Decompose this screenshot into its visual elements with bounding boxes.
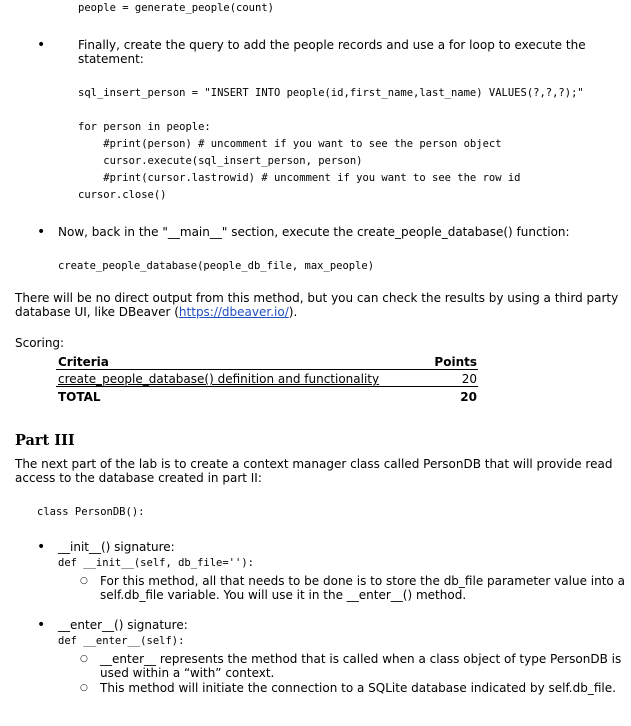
code-class-def: class PersonDB(): [37, 506, 145, 518]
part3-intro-line2: access to the database created in part II: [15, 471, 262, 485]
bullet-icon: • [37, 224, 46, 240]
bullet1-line2: statement: [78, 52, 144, 66]
code-enter-def: def __enter__(self): [58, 635, 185, 647]
bullet1-line1: Finally, create the query to add the people records and use a for loop to execute the [78, 38, 586, 52]
para1-line1: There will be no direct output from this method, but you can check the results by using a third party [15, 291, 619, 305]
code-loop-line: #print(cursor.lastrowid) # uncomment if you want to see the row id [78, 172, 521, 184]
circle-bullet-icon: ○ [80, 654, 88, 664]
bullet-icon: • [37, 617, 46, 633]
scoring-label: Scoring: [15, 336, 65, 350]
code-init-def: def __init__(self, db_file=''): [58, 557, 254, 569]
init-desc-line2: self.db_file variable. You will use it in the __enter__() method. [100, 588, 467, 602]
enter-desc2: This method will initiate the connection to a SQLite database indicated by self.db_file. [100, 681, 616, 695]
code-loop-line: cursor.close() [78, 189, 167, 201]
init-desc-line1: For this method, all that needs to be done is to store the db_file parameter value into a [100, 574, 625, 588]
code-loop-line: cursor.execute(sql_insert_person, person) [78, 155, 363, 167]
bullet2-text: Now, back in the "__main__" section, execute the create_people_database() function: [58, 225, 570, 239]
enter-desc1-line2: used within a “with” context. [100, 666, 275, 680]
total-label: TOTAL [58, 390, 101, 404]
part3-intro-line1: The next part of the lab is to create a context manager class called PersonDB that will provide read [15, 457, 613, 471]
para1-line2: database UI, like DBeaver (https://dbeaver.io/). [15, 305, 298, 319]
part3-heading: Part III [15, 432, 75, 449]
total-points: 20 [460, 390, 477, 404]
init-signature-label: __init__() signature: [58, 540, 175, 554]
bullet-icon: • [37, 539, 46, 555]
bullet-icon: • [37, 37, 46, 53]
circle-bullet-icon: ○ [80, 576, 88, 586]
code-create-call: create_people_database(people_db_file, max_people) [58, 260, 375, 272]
criteria-header: Criteria [58, 355, 109, 369]
dbeaver-link[interactable]: https://dbeaver.io/ [178, 305, 289, 319]
table-header-rule [56, 369, 478, 370]
table-row-rule [56, 386, 478, 387]
points-header: Points [434, 355, 477, 369]
code-sql-insert: sql_insert_person = "INSERT INTO people(id,first_name,last_name) VALUES(?,?,?);" [78, 87, 584, 99]
criteria-row-text: create_people_database() definition and functionality [58, 372, 380, 386]
criteria-row-points: 20 [461, 372, 477, 386]
circle-bullet-icon: ○ [80, 683, 88, 693]
enter-desc1-line1: __enter__ represents the method that is called when a class object of type PersonDB is [100, 652, 622, 666]
code-people-assign: people = generate_people(count) [78, 2, 274, 14]
enter-signature-label: __enter__() signature: [58, 618, 188, 632]
code-loop-line: #print(person) # uncomment if you want to see the person object [78, 138, 502, 150]
code-loop-line: for person in people: [78, 121, 211, 133]
